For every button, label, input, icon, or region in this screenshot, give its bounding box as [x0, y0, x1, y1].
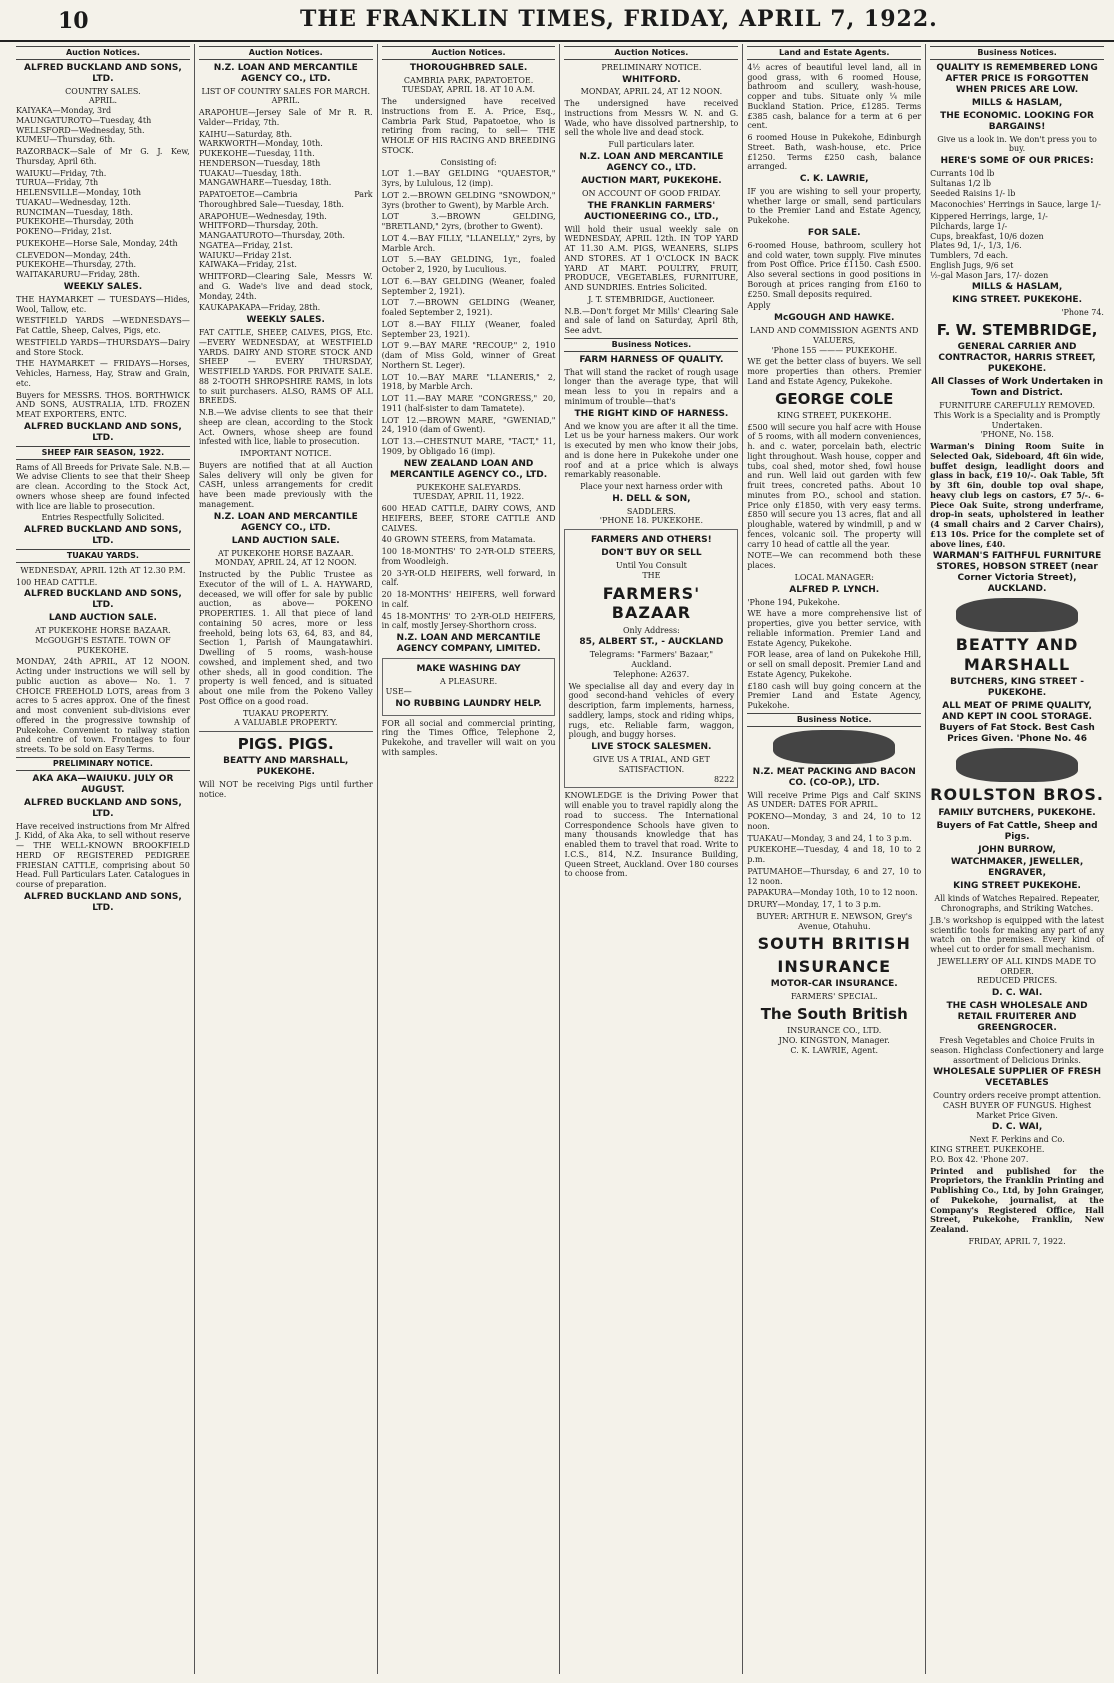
buyer: BUYER: ARTHUR E. NEWSON, Grey's Avenue, Otahuhu. [756, 911, 913, 931]
list-item: MAUNGATUROTO—Tuesday, 4th [16, 115, 152, 125]
section-heading: Auction Notices. [564, 46, 738, 60]
pig-illustration [773, 730, 895, 764]
list-item: PUKEKOHE—Horse Sale, Monday, 24th [16, 238, 178, 248]
date-item: PAPAKURA—Monday 10th, 10 to 12 noon. [747, 888, 918, 898]
list-item: KAIWAKA—Friday, 21st. [198, 260, 297, 270]
akaaka-title: AKA AKA—WAIUKU. JULY OR AUGUST. [32, 773, 174, 795]
list-item: ARAPOHUE—Jersey Sale of Mr R. R. Valder—Friday, 7th. [198, 108, 373, 127]
price-item: Pilchards, large 1/- [930, 221, 1008, 231]
date: MONDAY, APRIL 24, AT 12 NOON. [580, 87, 723, 97]
workshop: J.B.'s workshop is equipped with the latest scientific tools for making any part of any watch on the premises. Every kind of wheel cut to order for small mechanism. [930, 915, 1104, 955]
section-heading: Land and Estate Agents. [747, 46, 921, 60]
list-item: THE HAYMARKET — FRIDAYS—Horses, Vehicles, Harness, Hay, Straw and Grain, etc. [16, 359, 190, 388]
business-heading: Business Notices. [564, 338, 738, 352]
ad-code: 8222 [713, 774, 735, 784]
pigs-firm: BEATTY AND MARSHALL, PUKEKOHE. [223, 756, 349, 778]
date: TUESDAY, APRIL 18. AT 10 A.M. [402, 85, 536, 95]
dell-name: H. DELL & SON, [612, 493, 691, 504]
washing-title: MAKE WASHING DAY [416, 664, 521, 675]
sales-title: COUNTRY SALES. [65, 86, 141, 96]
quality: QUALITY IS REMEMBERED LONG AFTER PRICE IS FORGOTTEN WHEN PRICES ARE LOW. [936, 62, 1098, 95]
price-item: Cups, breakfast, 10/6 dozen [930, 231, 1044, 241]
for-sale: FOR SALE. [807, 227, 861, 238]
special-text: We specialise all day and every day in good second-hand vehicles of every description, farm implements, harness, saddlery, lamps, stock and riding whips, rugs, etc. Reliable farm, waggon, plough, and buggy horses. [568, 681, 735, 740]
prelim-heading: PRELIMINARY NOTICE. [16, 757, 190, 771]
list-item: HELENSVILLE—Monday, 10th [16, 188, 141, 198]
harness-text: That will stand the racket of rough usage longer than the average type, that will mean less to you in repairs and a minimum of trouble—that's [564, 367, 739, 406]
firm-name: ALFRED BUCKLAND AND SONS, LTD. [24, 797, 182, 819]
price-item: ½-gal Mason Jars, 17/- dozen [930, 270, 1049, 280]
newspaper-title: THE FRANKLIN TIMES, FRIDAY, APRIL 7, 1922. [300, 6, 938, 32]
list-item: TURUA—Friday, 7th [16, 178, 99, 188]
wai-name-2: D. C. WAI, [991, 1122, 1043, 1133]
price-item: Tumblers, 7d each. [930, 251, 1009, 261]
list-item: TUAKAU—Tuesday, 18th. [198, 168, 302, 178]
buyers-fat: Buyers of Fat Cattle, Sheep and Pigs. [936, 820, 1098, 842]
nz-limited: N.Z. LOAN AND MERCANTILE AGENCY COMPANY, LIMITED. [396, 633, 541, 655]
list-item: KAIHU—Saturday, 8th. [198, 129, 293, 139]
lot-item: LOT 6.—BAY GELDING (Weaner, foaled September 2, 1921). [381, 276, 556, 296]
list-item: POKENO—Friday, 21st. [16, 227, 112, 237]
land-sub: AT PUKEKOHE HORSE BAZAAR. MONDAY, APRIL 24, AT 12 NOON. [214, 548, 357, 568]
lot-item: LOT 7.—BROWN GELDING (Weaner, foaled September 2, 1921). [381, 298, 556, 318]
date-item: POKENO—Monday, 3 and 24, 10 to 12 noon. [747, 812, 922, 831]
lot-item: LOT 13.—CHESTNUT MARE, "TACT," 11, 1909, by Obligado 16 (imp). [381, 437, 556, 456]
warman-stores: WARMAN'S FAITHFUL FURNITURE STORES, HOBSON STREET (near Corner Victoria Street), AUCKLAND. [932, 551, 1102, 595]
ad-text: 6 roomed House in Pukekohe, Edinburgh Street. Bath, wash-house, etc. Price £1250. Terms £250 cash, balance arranged. [747, 133, 922, 172]
weekly-title: WEEKLY SALES. [63, 281, 143, 292]
entry-item: 20 18-MONTHS' HEIFERS, well forward in calf. [381, 590, 556, 609]
country: Country orders receive prompt attention. CASH BUYER OF FUNGUS. Highest Market Price Given. [933, 1091, 1102, 1120]
roulston: ROULSTON BROS. [930, 785, 1104, 805]
specialty: This Work is a Speciality and is Promptly Undertaken. [933, 410, 1101, 430]
watchmaker: WATCHMAKER, JEWELLER, ENGRAVER, [950, 857, 1084, 879]
watches: All kinds of Watches Repaired. Repeater, Chronographs, and Striking Watches. [934, 894, 1100, 914]
telegrams: Telegrams: "Farmers' Bazaar," Auckland. [589, 650, 714, 670]
column-3 [378, 44, 561, 1674]
burrow-name: JOHN BURROW, [978, 844, 1056, 855]
list-item: NGATEA—Friday, 21st. [198, 240, 293, 250]
list-item: PUKEKOHE—Tuesday, 11th. [198, 149, 315, 159]
meat-quality: ALL MEAT OF PRIME QUALITY, AND KEPT IN COOL STORAGE. Buyers of Fat Stock. Best Cash Prices Given. 'Phone No. 46 [939, 701, 1095, 745]
farmers-firm: THE FRANKLIN FARMERS' AUCTIONEERING CO., LTD., [584, 200, 719, 222]
lot-item: LOT 5.—BAY GELDING, 1yr., foaled October 2, 1920, by Luculious. [381, 255, 556, 275]
column-6 [926, 44, 1108, 1674]
the-label: THE [642, 570, 661, 580]
place: CAMBRIA PARK, PAPATOETOE. [403, 75, 534, 85]
consisting: Consisting of: [440, 157, 497, 167]
right-kind: THE RIGHT KIND OF HARNESS. [574, 408, 729, 419]
particulars: Full particulars later. [608, 140, 695, 150]
motor: MOTOR-CAR INSURANCE. [770, 979, 898, 990]
list-item: WAIUKU—Friday 21st. [198, 250, 292, 260]
masthead [0, 0, 1114, 42]
farmers-others: FARMERS AND OTHERS! [591, 535, 712, 546]
cole-text: £500 will secure you half acre with House of 5 rooms, with all modern conveniences, h. and c. water, porcelain bath, electric light throughout. Wash house, copper and tubs, coal shed, motor shed, fowl house and run. Well laid out garden with few fruit trees, concreted paths. About 10 minutes from P.O., school and station. Price only £1850, with very easy terms. £850 will secure you 13 acres, flat and all ploughable, watered by windmill, p and w fences, volcanic soil. The property will carry 10 head of cattle all the year. [747, 422, 922, 549]
date-item: PUKEKOHE—Tuesday, 4 and 18, 10 to 2 p.m. [747, 845, 922, 865]
classes: All Classes of Work Undertaken in Town and District. [931, 377, 1103, 399]
date-item: TUAKAU—Monday, 3 and 24, 1 to 3 p.m. [747, 833, 912, 843]
lot-item: LOT 11.—BAY MARE "CONGRESS," 20, 1911 (half-sister to dam Tamatete). [381, 394, 556, 413]
business-notice: Business Notice. [747, 713, 921, 727]
bazaar-ad [564, 529, 738, 788]
herd-text: Have received instructions from Mr Alfred J. Kidd, of Aka Aka, to sell without reserve— THE WELL-KNOWN BROOKFIELD HERD OF REGISTERED PEDIGREE FRIESIAN CATTLE, comprising about 50 Head. Full Particulars Later. Catalogues in course of preparation. [16, 821, 190, 890]
cole-name: GEORGE COLE [775, 389, 894, 408]
whitford-text: The undersigned have received instructions from Messrs W. N. and G. Wade, who have dissolved partnership, to sell the whole live and dead stock. [564, 99, 739, 138]
phone-158: 'PHONE, No. 158. [980, 430, 1054, 440]
thoroughbred-title: THOROUGHBRED SALE. [409, 62, 528, 73]
intro: The undersigned have received instructions from E. A. Price, Esq., Cambria Park Stud, Papatoetoe, who is retiring from racing, to sell— THE WHOLE OF HIS RACING AND BREEDING STOCK. [381, 97, 556, 155]
lynch-phone: 'Phone 194, Pukekohe. [747, 597, 840, 607]
land-title: LAND AUCTION SALE. [48, 613, 157, 624]
lot-item: LOT 3.—BROWN GELDING, "BRETLAND," 2yrs, (brother to Gwent). [381, 212, 556, 232]
ox-illustration [956, 748, 1078, 782]
list-item: HENDERSON—Tuesday, 18th [198, 158, 321, 168]
bazaar-name: FARMERS' BAZAAR [602, 583, 701, 623]
price-item: English Jugs, 9/6 set [930, 260, 1014, 270]
column-1 [12, 44, 195, 1674]
lawrie-agent: C. K. LAWRIE, Agent. [790, 1045, 879, 1055]
address: 85, ALBERT ST., - AUCKLAND [579, 637, 724, 648]
column-2 [195, 44, 378, 1674]
family-butchers: FAMILY BUTCHERS, PUKEKOHE. [938, 807, 1096, 818]
phone-74: 'Phone 74. [1061, 308, 1104, 318]
list-item: KAUKAPAKAPA—Friday, 28th. [198, 303, 321, 313]
auct-nb: N.B.—Don't forget Mr Mills' Clearing Sale and sale of land on Saturday, April 8th, See advt. [564, 306, 739, 336]
mcgough-sub: LAND AND COMMISSION AGENTS AND VALUERS, [749, 326, 919, 345]
butchers: BUTCHERS, KING STREET - PUKEKOHE. [950, 677, 1084, 699]
tuakau-heading: TUAKAU YARDS. [16, 549, 190, 563]
prelim: PRELIMINARY NOTICE. [601, 62, 702, 72]
give-trial: GIVE US A TRIAL, AND GET SATISFACTION. [593, 755, 710, 774]
section-heading: Auction Notices. [199, 46, 373, 60]
list-item: WAIUKU—Friday, 7th. [16, 168, 107, 178]
list-item: WELLSFORD—Wednesday, 5th. [16, 125, 145, 135]
warman-text: Warman's Dining Room Suite in Selected Oak, Sideboard, 4ft 6in wide, buffet design, leadlight doors and glass in back, £19 10/-. Oak Table, 5ft by 3ft 6in, double top oval shape, heavy club legs on castors, £7 5/-. 6-Piece Oak Suite, strong underframe, drop-in seats, upholstered in leather (4 small chairs and 2 Carver Chairs), £13 10s. Price for the complete set of above lines, £40. [930, 441, 1104, 549]
weekly-text: FAT CATTLE, SHEEP, CALVES, PIGS, Etc.—EVERY WEDNESDAY, at WESTFIELD YARDS. DAIRY AND STORE STOCK AND SHEEP — EVERY THURSDAY, WESTFIELD YARDS. FOR PRIVATE SALE. 88 2-TOOTH SHROPSHIRE RAMS, in lots to suit purchasers. ALSO, RAMS OF ALL BREEDS. [198, 328, 373, 406]
land-sub: AT PUKEKOHE HORSE BAZAAR. McGOUGH'S ESTATE. TOWN OF PUKEKOHE. [35, 626, 171, 655]
list-item: MANGAATUROTO—Thursday, 20th. [198, 231, 345, 241]
firm-name: N.Z. LOAN AND MERCANTILE AGENCY CO., LTD. [213, 511, 358, 533]
land-text: MONDAY, 24th APRIL, AT 12 NOON. Acting under instructions we will sell by public auction as above— No. 1. 7 CHOICE FREEHOLD LOTS, areas from 3 acres to 5 acres approx. One of the finest and most convenient sub-divisions ever offered in the progressive township of Pukekohe. Convenient to railway station and centre of town. Frontages to four streets. To be sold on Easy Terms. [16, 657, 190, 755]
fresh: Fresh Vegetables and Choice Fruits in season. Highclass Confectionery and large assortment of Delicious Drinks. [930, 1036, 1104, 1065]
washing-ad [382, 658, 556, 715]
list-item: WESTFIELD YARDS—THURSDAYS—Dairy and Store Stock. [16, 337, 190, 357]
jewellery: JEWELLERY OF ALL KINDS MADE TO ORDER. [938, 956, 1097, 976]
address-label: Only Address: [622, 625, 680, 635]
king-street-2: KING STREET PUKEKOHE. [953, 881, 1081, 892]
important-title: IMPORTANT NOTICE. [240, 449, 332, 459]
prices-title: HERE'S SOME OF OUR PRICES: [940, 156, 1094, 167]
furniture: FURNITURE CAREFULLY REMOVED. [939, 401, 1095, 411]
knowledge-text: KNOWLEDGE is the Driving Power that will enable you to travel rapidly along the road to success. The International Correspondence Schools have given to many thousands knowledge that has enabled them to travel that road. Write to I.C.S., 814, N.Z. Insurance Building, Queen Street, Auckland. Over 180 courses to choose from. [564, 791, 739, 879]
auctioneer: J. T. STEMBRIDGE, Auctioneer. [588, 294, 715, 304]
consult: Until You Consult [615, 561, 687, 571]
sales-list [16, 106, 190, 280]
sheep-text: Rams of All Breeds for Private Sale. N.B.—We advise Clients to see that their Sheep are clean. According to the Stock Act, owners whose sheep are found infected with lice are liable to prosecution. [16, 462, 190, 511]
entry-item: 40 GROWN STEERS, from Matamata. [381, 535, 536, 545]
list-text: WE have a more comprehensive list of properties, give you better service, with reliable information. Premier Land and Estate Agency, Pukekohe. [747, 609, 922, 648]
month: APRIL. [88, 96, 118, 106]
saleyards-date: TUESDAY, APRIL 11, 1922. [413, 492, 525, 502]
firm-name: ALFRED BUCKLAND AND SONS, LTD. [24, 421, 182, 443]
tuakau-property: TUAKAU PROPERTY. [242, 708, 329, 718]
order-note: Place your next harness order with [580, 482, 723, 491]
sb-company: The South British [760, 1005, 908, 1024]
page-number: 10 [58, 8, 89, 34]
list-item: RUNCIMAN—Tuesday, 18th. [16, 207, 133, 217]
wai-name: D. C. WAI. [991, 988, 1043, 999]
sale-text: 6-roomed House, bathroom, scullery hot and cold water, town supply. Five minutes from Post Office. Price £1150. Cash £500. Also several sections in good positions in Borough at prices ranging from £160 to £250. Small deposits required. [747, 240, 922, 299]
section-heading: Business Notices. [930, 46, 1104, 60]
live-stock: LIVE STOCK SALESMEN. [591, 742, 712, 753]
list-item: WAITAKARURU—Friday, 28th. [16, 270, 140, 280]
entry-item: 45 18-MONTHS' TO 2-YR-OLD HEIFERS, in calf, mostly Jersey-Shorthorn cross. [381, 611, 556, 631]
entries-note: Entries Respectfully Solicited. [41, 513, 165, 523]
meat-firm: N.Z. MEAT PACKING AND BACON CO. (CO-OP.), LTD. [752, 766, 916, 788]
reduced: REDUCED PRICES. [976, 976, 1058, 986]
land-title: LAND AUCTION SALE. [231, 535, 340, 546]
weekly-title: WEEKLY SALES. [246, 315, 325, 326]
mcgough-phone: 'Phone 155 ——— PUKEKOHE. [771, 345, 898, 355]
good-friday: ON ACCOUNT OF GOOD FRIDAY. [581, 188, 721, 198]
printing-note: FOR all social and commercial printing, ring the Times Office, Telephone 2, Pukekohe, and traveller will wait on you with samples. [381, 718, 556, 757]
carrier: GENERAL CARRIER AND CONTRACTOR, HARRIS STREET, PUKEKOHE. [938, 342, 1096, 375]
columns [12, 44, 1108, 1674]
section-heading: Auction Notices. [16, 46, 190, 60]
pleasure: A PLEASURE. [439, 677, 498, 687]
lot-item: LOT 4.—BAY FILLY, "LLANELLY," 2yrs, by Marble Arch. [381, 233, 556, 253]
give-look: Give us a look in. We don't press you to buy. [937, 134, 1097, 154]
section-heading: Auction Notices. [382, 46, 556, 60]
mcgough-name: McGOUGH AND HAWKE. [774, 313, 895, 324]
harness-title: FARM HARNESS OF QUALITY. [579, 354, 724, 365]
use-label: USE— [385, 686, 412, 696]
box-phone: P.O. Box 42. 'Phone 207. [930, 1154, 1029, 1164]
price-item: Maconochies' Herrings in Sauce, large 1/- [930, 200, 1101, 210]
lot-item: LOT 8.—BAY FILLY (Weaner, foaled September 23, 1921). [381, 319, 556, 339]
pigs-text: Will NOT be receiving Pigs until further notice. [198, 780, 373, 800]
list-item: PUKEKOHE—Thursday, 27th. [16, 260, 137, 270]
firm-name: ALFRED BUCKLAND AND SONS, LTD. [24, 589, 182, 611]
lot-item: LOT 1.—BAY GELDING "QUAESTOR," 3yrs, by Lululous, 12 (imp). [381, 169, 556, 189]
kingston: JNO. KINGSTON, Manager. [778, 1036, 890, 1046]
month: APRIL. [271, 96, 300, 106]
date-item: DRURY—Monday, 17, 1 to 3 p.m. [747, 900, 882, 910]
list-item: WESTFIELD YARDS —WEDNESDAYS—Fat Cattle, Sheep, Calves, Pigs, etc. [16, 316, 190, 336]
nb-text: N.B.—We advise clients to see that their sheep are clean, according to the Stock Act. Owners, whose sheep are found infested with lice, liable to prosecution. [198, 408, 373, 447]
column-4 [560, 44, 743, 1674]
divider [199, 731, 373, 732]
south-british: SOUTH BRITISH [757, 934, 911, 954]
king-street-3: KING STREET. PUKEKOHE. [930, 1145, 1045, 1155]
harness-text-2: And we know you are after it all the time. Let us be your harness makers. Our work is executed by men who know their jobs, and is done here in Pukekohe under one roof and at a price which is always remarkably reasonable. [564, 421, 739, 480]
list-item: RAZORBACK—Sale of Mr G. J. Kew, Thursday, April 6th. [16, 147, 190, 166]
mills-name: MILLS & HASLAM, [971, 97, 1063, 108]
lot-item: LOT 12.—BROWN MARE, "GWENIAD," 24, 1910 (dam of Gwent). [381, 415, 556, 435]
bull-illustration [956, 598, 1078, 632]
wai-sub: THE CASH WHOLESALE AND RETAIL FRUITERER AND GREENGROCER. [946, 1001, 1088, 1034]
price-item: Sultanas 1/2 lb [930, 178, 991, 188]
economic: THE ECONOMIC. LOOKING FOR BARGAINS! [940, 110, 1094, 132]
saddlers: SADDLERS. [626, 506, 676, 516]
list-item: KAIYAKA—Monday, 3rd [16, 106, 112, 116]
column-5 [743, 44, 926, 1674]
cole-address: KING STREET, PUKEKOHE. [777, 410, 892, 420]
stembridge-name: F. W. STEMBRIDGE, [936, 320, 1098, 339]
lynch-name: ALFRED P. LYNCH. [789, 584, 880, 595]
list-item: PAPATOETOE—Cambria Park Thoroughbred Sale—Tuesday, 18th. [198, 190, 373, 209]
wholesale: WHOLESALE SUPPLIER OF FRESH VECETABLES [933, 1067, 1101, 1089]
lease-text: FOR lease, area of land on Pukekohe Hill, or sell on small deposit. Premier Land and Estate Agency, Pukekohe. [747, 650, 922, 679]
pigs-text: Will receive Prime Pigs and Calf SKINS AS UNDER: DATES FOR APRIL. [747, 790, 922, 810]
sb-company-2: INSURANCE CO., LTD. [787, 1026, 882, 1036]
lot-item: LOT 10.—BAY MARE "LLANERIS," 2, 1918, by Marble Arch. [381, 372, 556, 392]
nz-firm: NEW ZEALAND LOAN AND MERCANTILE AGENCY CO., LTD. [389, 458, 548, 480]
price-item: Kippered Herrings, large, 1/- [930, 212, 1048, 222]
firm-name: ALFRED BUCKLAND AND SONS, LTD. [24, 891, 182, 913]
beatty-marshall: BEATTY AND MARSHALL [955, 635, 1079, 674]
tuakau-item: 100 HEAD CATTLE. [16, 577, 98, 587]
list-title: LIST OF COUNTRY SALES FOR MARCH. [201, 86, 371, 96]
dont-buy: DON'T BUY OR SELL [601, 548, 702, 559]
mart: AUCTION MART, PUKEKOHE. [581, 175, 722, 186]
firm-name: ALFRED BUCKLAND AND SONS, LTD. [24, 62, 182, 84]
mills-name-2: MILLS & HASLAM, [971, 282, 1063, 293]
farmers-special: FARMERS' SPECIAL. [790, 992, 878, 1002]
list-item: ARAPOHUE—Wednesday, 19th. [198, 211, 327, 221]
firm-name: ALFRED BUCKLAND AND SONS, LTD. [24, 525, 182, 547]
price-item: Seeded Raisins 1/- lb [930, 188, 1016, 198]
next-to: Next F. Perkins and Co. [969, 1135, 1065, 1145]
nz-firm: N.Z. LOAN AND MERCANTILE AGENCY CO., LTD. [579, 151, 724, 173]
issue-date: FRIDAY, APRIL 7, 1922. [968, 1236, 1066, 1246]
important-text: Buyers are notified that at all Auction Sales delivery will only be given for CASH, unless arrangements for credit have been made previously with the management. [198, 460, 373, 509]
list-item: WHITFORD—Clearing Sale, Messrs W. and G. Wade's live and dead stock, Monday, 24th. [198, 272, 373, 301]
lawrie-text: IF you are wishing to sell your property, whether large or small, send particulars to the Premier Land and Estate Agency, Pukekohe. [747, 186, 922, 226]
entry-item: 20 3-YR-OLD HEIFERS, well forward, in calf. [381, 568, 556, 588]
dell-phone: 'PHONE 18. PUKEKOHE. [599, 516, 704, 526]
lot-item: LOT 9.—BAY MARE "RECOUP," 2, 1910 (dam of Miss Gold, winner of Great Northern St. Leger). [381, 341, 556, 370]
pigs-title: PIGS. PIGS. [237, 735, 334, 754]
saleyards: PUKEKOHE SALEYARDS. [416, 482, 521, 492]
local-manager: LOCAL MANAGER: [794, 572, 874, 582]
date-item: PATUMAHOE—Thursday, 6 and 27, 10 to 12 noon. [747, 866, 922, 886]
lawrie-name: C. K. LAWRIE, [799, 174, 869, 184]
price-item: Plates 9d, 1/-, 1/3, 1/6. [930, 241, 1022, 251]
will-hold: Will hold their usual weekly sale on WEDNESDAY, APRIL 12th. IN TOP YARD AT 11.30 A.M. PIGS, WEANERS, SLIPS AND STORES. AT 1 O'CLOCK IN BACK YARD AT MART. POULTRY, FRUIT, PRODUCE, VEGETABLES, FURNITURE, AND SUNDRIES. Entries Solicited. [564, 224, 739, 293]
list-item: MANGAWHARE—Tuesday, 18th. [198, 178, 332, 188]
list-item: CLEVEDON—Monday, 24th. [16, 250, 131, 260]
entry-item: 100 18-MONTHS' TO 2-YR-OLD STEERS, from Woodleigh. [381, 547, 556, 566]
ad-text: 4½ acres of beautiful level land, all in good grass, with 6 roomed House, bathroom and scullery, wash-house, copper and tubs. Situate only ¼ mile Buckland Station. Price, £1285. Terms £385 cash, balance for a term at 6 per cent. [747, 62, 922, 131]
rubbing: NO RUBBING LAUNDRY HELP. [395, 698, 542, 709]
list-item: PUKEKOHE—Thursday, 20th [16, 217, 134, 227]
buyers-note: Buyers for MESSRS. THOS. BORTHWICK AND SONS, AUSTRALIA, LTD. FROZEN MEAT EXPORTERS, ENTC. [16, 390, 190, 420]
tuakau-date: WEDNESDAY, APRIL 12th AT 12.30 P.M. [20, 565, 186, 575]
whitford: WHITFORD. [622, 74, 681, 85]
price-item: Currants 10d lb [930, 169, 995, 179]
land-text: Instructed by the Public Trustee as Executor of the will of L. A. HAYWARD, deceased, we will offer for sale by public auction, as above— POKENO PROPERTIES. 1. All that piece of land containing 50 acres, more or less freehold, being lots 63, 64, 83, and 84, Section 1, Parish of Maungatawhiri. Dwelling of 5 rooms, wash-house cowshed, and implement shed, and two other sheds, all in good condition. The property is well fenced, and is situated about one mile from the Pokeno Valley Post Office on a good road. [198, 570, 373, 706]
concern-text: £180 cash will buy going concern at the Premier Land and Estate Agency, Pukekohe. [747, 681, 922, 711]
imprint: Printed and published for the Proprietors, the Franklin Printing and Publishing Co., Ltd, by John Grainger, of Pukekohe, journalist, at the Company's Registered Office, Hall Street, Pukekohe, Franklin, New Zealand. [930, 1165, 1104, 1235]
list-item: KUMEU—Thursday, 6th. [16, 135, 116, 145]
list-item: THE HAYMARKET — TUESDAYS—Hides, Wool, Tallow, etc. [16, 294, 190, 314]
list-item: TUAKAU—Wednesday, 12th. [16, 197, 131, 207]
telephone: Telephone: A2637. [613, 669, 690, 679]
insurance: INSURANCE [777, 956, 892, 976]
sheep-heading: SHEEP FAIR SEASON, 1922. [16, 446, 190, 460]
buyers-text: WE get the better class of buyers. We sell more properties than others. Premier Land and Estate Agency, Pukekohe. [747, 357, 922, 386]
cole-note: NOTE—We can recommend both these places. [747, 551, 922, 571]
list-item: WHITFORD—Thursday, 20th. [198, 221, 319, 231]
firm-name: N.Z. LOAN AND MERCANTILE AGENCY CO., LTD. [213, 62, 358, 84]
valuable-property: A VALUABLE PROPERTY. [234, 718, 338, 728]
apply: Apply [747, 301, 771, 311]
entry-item: 600 HEAD CATTLE, DAIRY COWS, AND HEIFERS, BEEF, STORE CATTLE AND CALVES. [381, 504, 556, 533]
king-street: KING STREET. PUKEKOHE. [952, 295, 1082, 306]
list-item: WARKWORTH—Monday, 10th. [198, 139, 323, 149]
lot-item: LOT 2.—BROWN GELDING "SNOWDON," 3yrs (brother to Gwent), by Marble Arch. [381, 190, 556, 210]
